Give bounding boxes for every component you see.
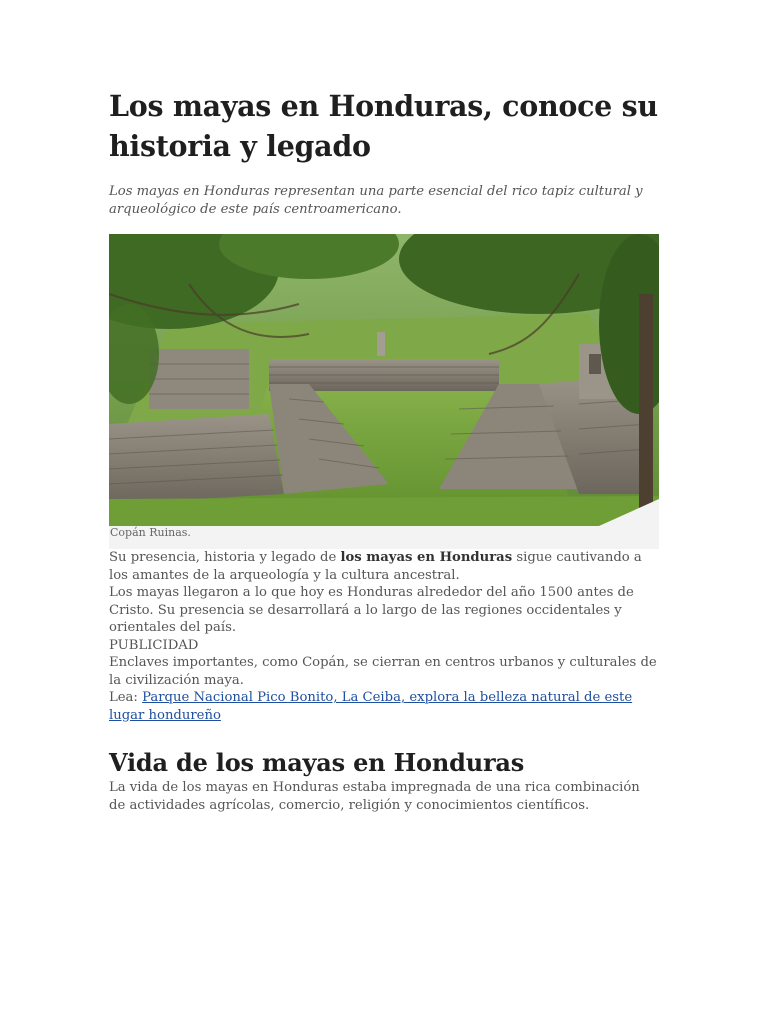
related-article <box>109 689 659 724</box>
section-heading: Vida de los mayas en Honduras <box>109 748 525 777</box>
related-prefix: Lea: <box>109 690 143 705</box>
paragraph-intro-start: Su presencia, historia y legado de <box>109 550 341 565</box>
paragraph-intro <box>109 549 659 584</box>
paragraph-arrival: Los mayas llegaron a lo que hoy es Honduras alrededor del año 1500 antes de Cristo. Su presencia se desarrollará a lo largo de las regiones occidentales y orientales del país. <box>109 585 634 635</box>
paragraph-intro-end: sigue cautivando a los amantes de la arqueología y la cultura ancestral. <box>109 550 642 583</box>
paragraph-intro-bold: los mayas en Honduras <box>340 550 513 565</box>
article-figure <box>109 234 659 549</box>
paragraph-enclaves: Enclaves importantes, como Copán, se cierran en centros urbanos y culturales de la civilización maya. <box>109 655 657 688</box>
article-title: Los mayas en Honduras, conoce su historia y legado <box>109 89 658 163</box>
article <box>109 86 659 814</box>
image-caption: Copán Ruinas. <box>110 526 191 539</box>
section-paragraph: La vida de los mayas en Honduras estaba impregnada de una rica combinación de actividades agrícolas, comercio, religión y conocimientos científicos. <box>109 780 640 813</box>
related-article-link[interactable]: Parque Nacional Pico Bonito, La Ceiba, explora la belleza natural de este lugar hondureño <box>109 690 633 723</box>
advertising-label: PUBLICIDAD <box>109 637 199 653</box>
copan-ruins-photo <box>109 234 659 526</box>
article-lede: Los mayas en Honduras representan una parte esencial del rico tapiz cultural y arqueológico de este país centroamericano. <box>109 184 643 217</box>
